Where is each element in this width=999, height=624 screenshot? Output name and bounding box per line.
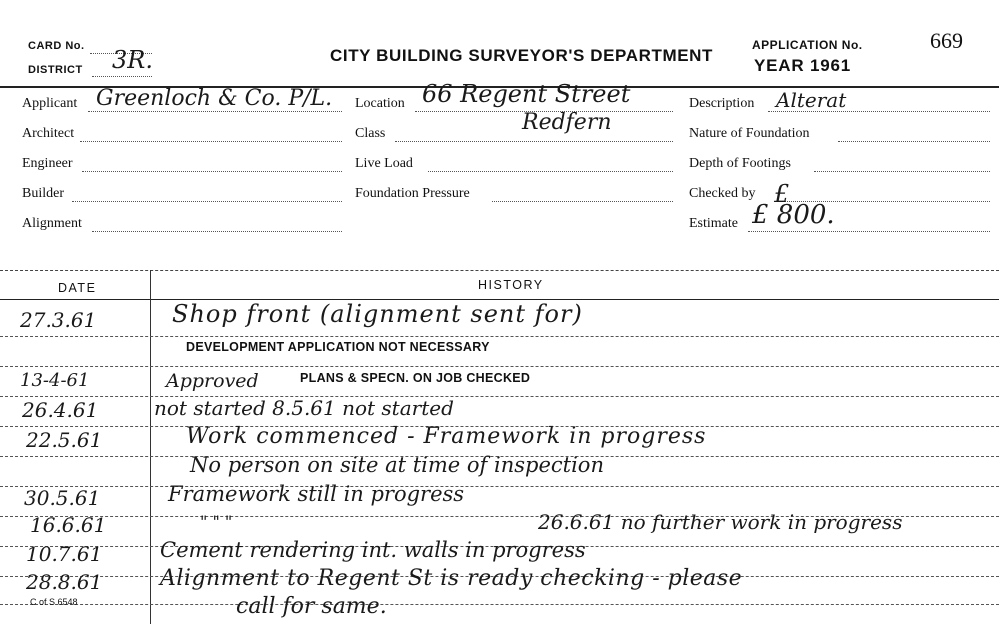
date-column-header: DATE [58, 281, 97, 295]
history-date: 27.3.61 [20, 308, 97, 332]
alignment-label: Alignment [22, 216, 82, 231]
estimate-line [748, 231, 990, 232]
checked-by-value: £ [774, 180, 790, 208]
location-value-street: 66 Regent Street [422, 80, 631, 108]
depth-of-footings-label: Depth of Footings [689, 156, 791, 171]
history-entry: Approved [166, 370, 259, 392]
history-date: 30.5.61 [24, 486, 101, 510]
history-entry: No person on site at time of inspection [190, 453, 604, 477]
history-rule [0, 486, 999, 487]
district-line [92, 76, 152, 77]
location-label: Location [355, 96, 405, 111]
location-value-suburb: Redfern [522, 110, 612, 135]
applicant-line [88, 111, 342, 112]
history-ditto: " " " [200, 512, 233, 531]
history-column-header: HISTORY [478, 278, 544, 292]
class-label: Class [355, 126, 386, 141]
card-no-label: CARD No. [28, 40, 85, 52]
history-date: 13-4-61 [20, 370, 90, 391]
history-date: 10.7.61 [26, 542, 103, 566]
foundation-pressure-label: Foundation Pressure [355, 186, 470, 201]
class-line [395, 141, 673, 142]
history-entry: not started 8.5.61 not started [154, 396, 454, 420]
history-stamp: DEVELOPMENT APPLICATION NOT NECESSARY [186, 340, 490, 354]
nature-of-foundation-label: Nature of Foundation [689, 126, 810, 141]
history-entry: Shop front (alignment sent for) [172, 300, 583, 328]
depth-of-footings-line [814, 171, 990, 172]
applicant-value: Greenloch & Co. P/L. [96, 86, 333, 111]
engineer-line [82, 171, 342, 172]
live-load-line [428, 171, 673, 172]
district-label: DISTRICT [28, 64, 83, 76]
history-entry: Framework still in progress [168, 482, 465, 506]
nature-of-foundation-line [838, 141, 990, 142]
engineer-label: Engineer [22, 156, 73, 171]
form-code: C of S 6548 [30, 597, 78, 607]
architect-label: Architect [22, 126, 75, 141]
history-entry: Cement rendering int. walls in progress [160, 538, 586, 562]
builder-label: Builder [22, 186, 64, 201]
description-value: Alterat [776, 88, 847, 112]
checked-by-label: Checked by [689, 186, 756, 201]
history-rule [0, 396, 999, 397]
foundation-pressure-line [492, 201, 673, 202]
history-rule [0, 366, 999, 367]
live-load-label: Live Load [355, 156, 413, 171]
application-no-value: 669 [930, 28, 963, 53]
year-label: YEAR 1961 [754, 56, 851, 75]
application-no-label: APPLICATION No. [752, 38, 863, 52]
history-date: 28.8.61 [26, 570, 103, 594]
description-label: Description [689, 96, 755, 111]
architect-line [80, 141, 342, 142]
estimate-value: £ 800. [752, 200, 835, 230]
history-column-divider [150, 270, 151, 624]
history-date: 22.5.61 [26, 428, 103, 452]
history-date: 16.6.61 [30, 513, 107, 537]
history-date: 26.4.61 [22, 398, 99, 422]
history-entry: Alignment to Regent St is ready checking - please [160, 566, 743, 591]
history-rule [0, 336, 999, 337]
history-entry: call for same. [236, 594, 387, 619]
alignment-line [92, 231, 342, 232]
applicant-label: Applicant [22, 96, 78, 111]
district-value: 3R. [112, 46, 153, 74]
history-entry: 26.6.61 no further work in progress [538, 510, 903, 534]
history-stamp: PLANS & SPECN. ON JOB CHECKED [300, 371, 531, 385]
department-title: CITY BUILDING SURVEYOR'S DEPARTMENT [330, 46, 714, 65]
history-entry: Work commenced - Framework in progress [186, 424, 707, 449]
history-rule [0, 604, 999, 605]
builder-line [72, 201, 342, 202]
estimate-label: Estimate [689, 216, 738, 231]
